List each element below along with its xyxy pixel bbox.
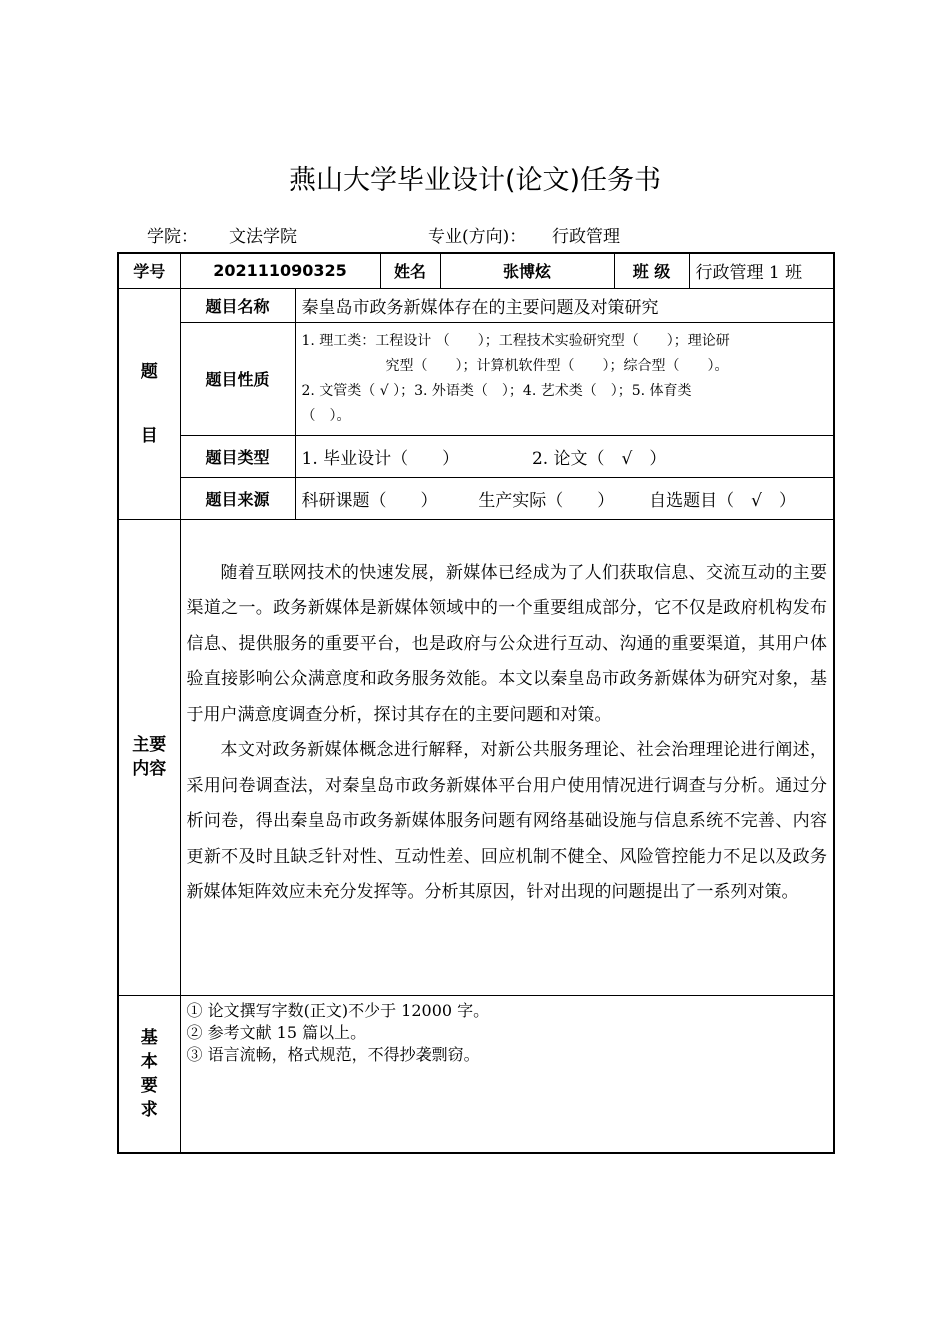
topic-nature-value xyxy=(295,322,834,435)
content-section-label xyxy=(118,519,180,995)
source-option-research: 科研课题（ ） xyxy=(301,490,438,511)
student-id-label: 学号 xyxy=(118,253,180,288)
topic-nature-label: 题目性质 xyxy=(180,322,295,435)
type-option-thesis: 2. 论文（ √ ） xyxy=(531,448,667,469)
topic-name-value: 秦皇岛市政务新媒体存在的主要问题及对策研究 xyxy=(295,288,834,322)
nature-line-1: 1. 理工类：工程设计 （ ）；工程技术实验研究型（ ）；理论研 xyxy=(301,332,730,349)
req-label-char-1: 基 xyxy=(140,1027,158,1048)
content-paragraph-2: 本文对政务新媒体概念进行解释，对新公共服务理论、社会治理理论进行阐述，采用问卷调查法，对秦皇岛市政务新媒体平台用户使用情况进行调查与分析。通过分析问卷，得出秦皇岛市政务新媒体服务问题有网络基础设施与信息系统不完善、内容更新不及时且缺乏针对性、互动性差、回应机制不健全、风险管控能力不足以及政务新媒体矩阵效应未充分发挥等。分析其原因，针对出现的问题提出了一系列对策。 xyxy=(186,740,827,902)
topic-source-value xyxy=(295,477,834,519)
content-label-line-1: 主要 xyxy=(132,735,167,755)
requirement-item: ③ 语言流畅，格式规范，不得抄袭剽窃。 xyxy=(186,1044,480,1064)
topic-type-value xyxy=(295,435,834,477)
student-name-label: 姓名 xyxy=(380,253,440,288)
task-table xyxy=(117,252,835,1154)
content-label-line-2: 内容 xyxy=(132,759,167,779)
requirement-item: ① 论文撰写字数(正文)不少于 12000 字。 xyxy=(186,1000,490,1020)
college-value: 文法学院 xyxy=(229,227,297,247)
req-label-char-4: 求 xyxy=(140,1099,158,1120)
topic-section-label xyxy=(118,288,180,519)
student-name-value: 张博炫 xyxy=(440,253,614,288)
type-option-design: 1. 毕业设计（ ） xyxy=(301,448,460,469)
major-value: 行政管理 xyxy=(552,227,620,247)
nature-line-2: 究型（ ）；计算机软件型（ ）；综合型（ ）。 xyxy=(385,357,729,374)
requirements-list xyxy=(180,995,834,1153)
college-label: 学院： xyxy=(147,227,198,247)
req-label-char-3: 要 xyxy=(140,1075,158,1096)
nature-line-4: （ ）。 xyxy=(301,407,351,424)
req-label-char-2: 本 xyxy=(140,1051,158,1072)
document-title: 燕山大学毕业设计(论文)任务书 xyxy=(288,165,662,196)
topic-name-label: 题目名称 xyxy=(180,288,295,322)
topic-label-spacer xyxy=(119,384,180,424)
source-option-production: 生产实际（ ） xyxy=(478,490,615,511)
topic-label-char-2: 目 xyxy=(140,425,158,446)
class-value: 行政管理 1 班 xyxy=(689,253,834,288)
student-id-value: 202111090325 xyxy=(180,253,380,288)
source-option-self: 自选题目（ √ ） xyxy=(649,490,796,511)
requirement-item: ② 参考文献 15 篇以上。 xyxy=(186,1022,367,1042)
topic-type-label: 题目类型 xyxy=(180,435,295,477)
requirements-section-label xyxy=(118,995,180,1153)
main-content xyxy=(180,519,834,995)
major-label: 专业(方向)： xyxy=(428,227,527,247)
content-paragraph-1: 随着互联网技术的快速发展，新媒体已经成为了人们获取信息、交流互动的主要渠道之一。政务新媒体是新媒体领域中的一个重要组成部分，它不仅是政府机构发布信息、提供服务的重要平台，也是政府与公众进行互动、沟通的重要渠道，其用户体验直接影响公众满意度和政务服务效能。本文以秦皇岛市政务新媒体为研究对象，基于用户满意度调查分析，探讨其存在的主要问题和对策。 xyxy=(186,562,827,725)
class-label: 班 级 xyxy=(614,253,689,288)
topic-label-char-1: 题 xyxy=(140,361,158,382)
nature-line-3: 2. 文管类（ √ ）；3. 外语类（ ）；4. 艺术类（ ）；5. 体育类 xyxy=(301,382,692,399)
topic-source-label: 题目来源 xyxy=(180,477,295,519)
